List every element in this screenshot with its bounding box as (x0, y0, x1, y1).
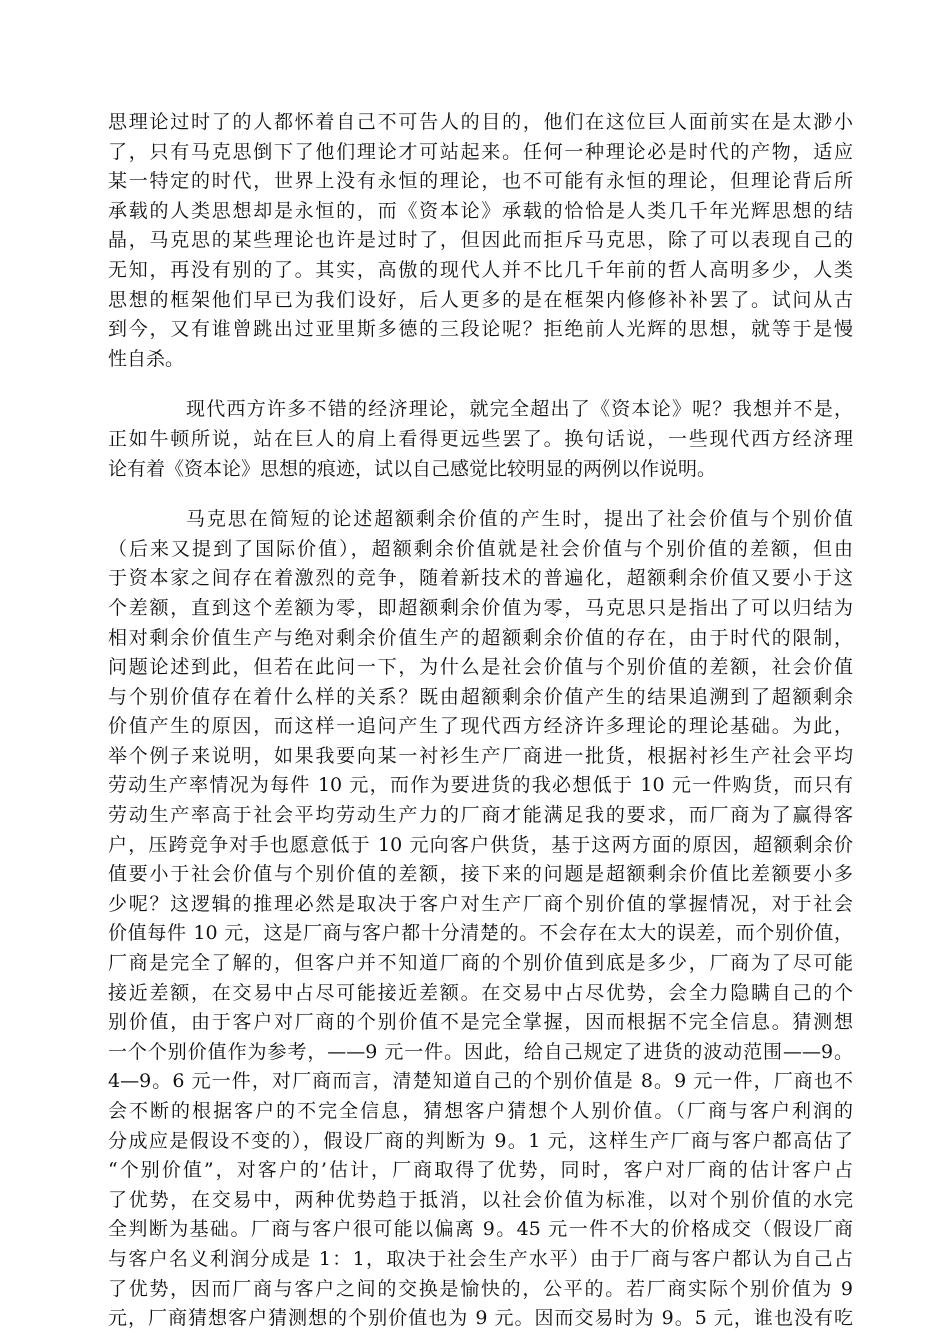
text-line: 分成应是假设不变的），假设厂商的判断为 9。1 元，这样生产厂商与客户都高估了 (108, 1129, 853, 1152)
text-line: 接近差额，在交易中占尽可能接近差额。在交易中占尽优势，会全力隐瞒自己的个 (108, 981, 853, 1004)
paragraph-1 (108, 108, 853, 374)
text-line: 一个个别价值作为参考，——9 元一件。因此，给自己规定了进货的波动范围——9。 (108, 1040, 853, 1063)
text-line: 与个别价值存在着什么样的关系？既由超额剩余价值产生的结果追溯到了超额剩余 (108, 685, 853, 708)
text-line: 会不断的根据客户的不完全信息，猜想客户猜想个人别价值。（厂商与客户利润的 (108, 1100, 853, 1122)
text-line: 到今，又有谁曾跳出过亚里斯多德的三段论呢？拒绝前人光辉的思想，就等于是慢 (108, 318, 853, 341)
paragraph-3 (108, 505, 853, 1334)
text-line: 劳动生产率高于社会平均劳动生产力的厂商才能满足我的要求，而厂商为了赢得客 (108, 804, 853, 827)
text-line: 与客户名义利润分成是 1：1，取决于社会生产水平）由于厂商与客户都认为自己占 (108, 1247, 853, 1270)
text-line: 性自杀。 (108, 347, 185, 370)
paragraph-spacer (108, 374, 853, 395)
text-line: 了优势，因而厂商与客户之间的交换是愉快的，公平的。若厂商实际个别价值为 9 (108, 1277, 853, 1300)
text-line: 现代西方许多不错的经济理论，就完全超出了《资本论》呢？我想并不是， (186, 398, 853, 421)
text-line: 论有着《资本论》思想的痕迹，试以自己感觉比较明显的两例以作说明。 (108, 457, 717, 480)
text-line: 厂商是完全了解的，但客户并不知道厂商的个别价值到底是多少，厂商为了尽可能 (108, 952, 853, 975)
text-line: 正如牛顿所说，站在巨人的肩上看得更远些罢了。换句话说，一些现代西方经济理 (108, 427, 853, 450)
paragraph-spacer (108, 484, 853, 505)
text-line: 思理论过时了的人都怀着自己不可告人的目的，他们在这位巨人面前实在是太渺小 (108, 111, 853, 133)
text-line: 问题论述到此，但若在此问一下，为什么是社会价值与个别价值的差额，社会价值 (108, 656, 853, 679)
document-page (108, 108, 853, 1334)
text-line: 举个例子来说明，如果我要向某一衬衫生产厂商进一批货，根据衬衫生产社会平均 (108, 744, 853, 767)
text-line: 价值产生的原因，而这样一追问产生了现代西方经济许多理论的理论基础。为此， (108, 715, 853, 738)
text-line: 4—9。6 元一件，对厂商而言，清楚知道自己的个别价值是 8。9 元一件，厂商也不 (108, 1070, 853, 1093)
text-line: 全判断为基础。厂商与客户很可能以偏离 9。45 元一件不大的价格成交（假设厂商 (108, 1218, 853, 1241)
text-line: 晶，马克思的某些理论也许是过时了，但因此而拒斥马克思，除了可以表现自己的 (108, 229, 853, 252)
text-line: 于资本家之间存在着激烈的竞争，随着新技术的普遍化，超额剩余价值又要小于这 (108, 567, 853, 590)
text-line: 少呢？这逻辑的推理必然是取决于客户对生产厂商个别价值的掌握情况，对于社会 (108, 892, 853, 915)
text-line: 个差额，直到这个差额为零，即超额剩余价值为零，马克思只是指出了可以归结为 (108, 596, 853, 619)
text-line: “个别价值”，对客户的’估计，厂商取得了优势，同时，客户对厂商的估计客户占 (108, 1159, 853, 1182)
text-line: 价值每件 10 元，这是厂商与客户都十分清楚的。不会存在太大的误差，而个别价值， (108, 922, 853, 945)
text-line: 了，只有马克思倒下了他们理论才可站起来。任何一种理论必是时代的产物，适应 (108, 140, 853, 163)
paragraph-2 (108, 395, 853, 484)
text-line: 别价值，由于客户对厂商的个别价值不是完全掌握，因而根据不完全信息。猜测想 (108, 1011, 853, 1034)
text-line: 某一特定的时代，世界上没有永恒的理论，也不可能有永恒的理论，但理论背后所 (108, 170, 853, 193)
text-line: 户，压跨竞争对手也愿意低于 10 元向客户供货，基于这两方面的原因，超额剩余价 (108, 833, 853, 856)
text-line: 元，厂商猜想客户猜测想的个别价值也为 9 元。因而交易时为 9。5 元，谁也没有吃 (108, 1307, 853, 1330)
text-line: 思想的框架他们早已为我们设好，后人更多的是在框架内修修补补罢了。试问从古 (108, 288, 853, 311)
text-line: 相对剩余价值生产与绝对剩余价值生产的超额剩余价值的存在，由于时代的限制， (108, 626, 853, 649)
text-line: 无知，再没有别的了。其实，高傲的现代人并不比几千年前的哲人高明多少，人类 (108, 258, 853, 281)
text-line: 马克思在简短的论述超额剩余价值的产生时，提出了社会价值与个别价值 (186, 508, 853, 531)
text-line: 值要小于社会价值与个别价值的差额，接下来的问题是超额剩余价值比差额要小多 (108, 863, 853, 886)
text-line: 了优势，在交易中，两种优势趋于抵消，以社会价值为标准，以对个别价值的水完 (108, 1188, 853, 1211)
text-line: 承载的人类思想却是永恒的，而《资本论》承载的恰恰是人类几千年光辉思想的结 (108, 199, 853, 222)
text-line: 劳动生产率情况为每件 10 元，而作为要进货的我必想低于 10 元一件购货，而只有 (108, 774, 853, 797)
text-line: （后来又提到了国际价值），超额剩余价值就是社会价值与个别价值的差额，但由 (108, 537, 853, 560)
